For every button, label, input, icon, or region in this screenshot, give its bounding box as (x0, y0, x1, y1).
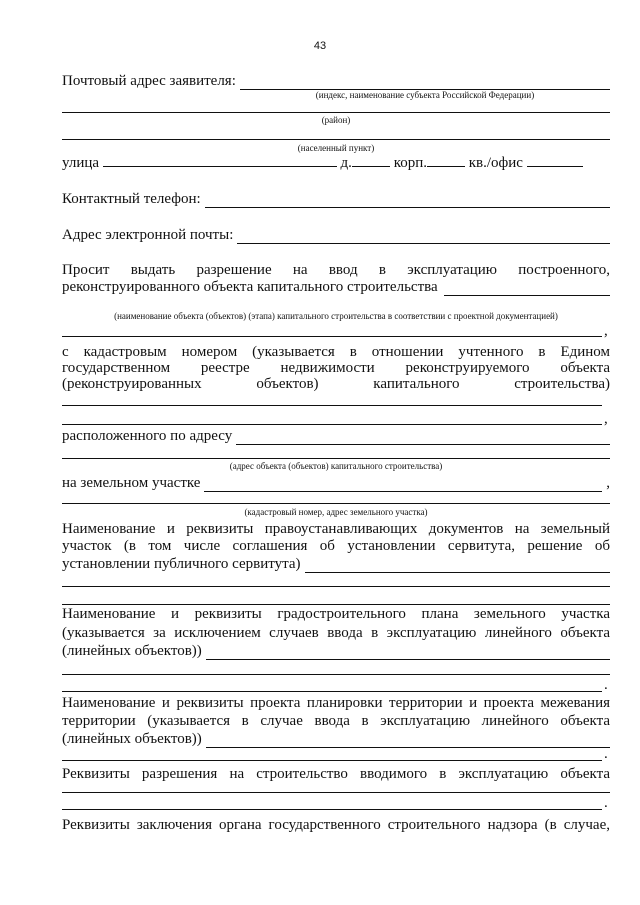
caption-land-plot: (кадастровый номер, адрес земельного участка) (244, 507, 428, 517)
planning-field[interactable] (206, 733, 610, 748)
gpzu-field-2[interactable] (62, 674, 610, 675)
caption-locality: (населенный пункт) (297, 143, 375, 153)
comma-after-land-plot: , (606, 475, 610, 491)
street-row (62, 153, 610, 172)
gpzu-line-3-text: (линейных объектов)) (62, 643, 202, 659)
house-label: д. (340, 155, 352, 171)
title-docs-line-1: Наименование и реквизиты правоустанавливающих документов на земельный (62, 521, 610, 537)
locality-field[interactable] (62, 139, 610, 140)
street-label: улица (62, 155, 100, 171)
period-after-permit: . (604, 795, 608, 811)
contact-phone-field[interactable] (205, 193, 610, 208)
title-docs-field[interactable] (305, 558, 611, 573)
apartment-label: кв./офис (468, 155, 523, 171)
caption-object-address: (адрес объекта (объектов) капитального строительства) (229, 461, 443, 471)
caption-index-region: (индекс, наименование субъекта Российской Федерации) (315, 90, 535, 100)
object-name-field-2[interactable] (62, 336, 602, 337)
located-row (62, 427, 610, 445)
postal-address-field[interactable] (240, 75, 610, 90)
planning-line-1: Наименование и реквизиты проекта планировки территории и проекта межевания (62, 695, 610, 711)
contact-phone-row (62, 190, 610, 208)
page-number: 43 (313, 40, 327, 52)
land-plot-field[interactable] (204, 477, 602, 492)
building-field[interactable] (427, 153, 465, 167)
cadastral-line-1: с кадастровым номером (указывается в отношении учтенного в Едином (62, 344, 610, 360)
land-plot-field-2[interactable] (62, 503, 610, 504)
permit-line-1: Реквизиты разрешения на строительство вводимого в эксплуатацию объекта (62, 766, 610, 782)
title-docs-line-2: участок (в том числе соглашения об установлении сервитута, решение об (62, 538, 610, 554)
postal-address-row (62, 72, 610, 90)
comma-after-object: , (604, 323, 608, 339)
apartment-field[interactable] (527, 153, 583, 167)
gpzu-field[interactable] (206, 645, 610, 660)
email-label: Адрес электронной почты: (62, 227, 234, 243)
located-address-field[interactable] (236, 430, 610, 445)
period-after-gpzu: . (604, 677, 608, 693)
email-field[interactable] (237, 229, 610, 244)
cadastral-line-2: государственном реестре недвижимости реконструируемого объекта (62, 360, 610, 376)
permit-field-1[interactable] (62, 792, 610, 793)
street-field[interactable] (103, 153, 337, 167)
cadastral-field-1[interactable] (62, 405, 602, 406)
located-address-field-2[interactable] (62, 458, 610, 459)
district-field[interactable] (62, 112, 610, 113)
request-line-2-text: реконструированного объекта капитального строительства (62, 279, 438, 295)
contact-phone-label: Контактный телефон: (62, 191, 201, 207)
postal-address-label: Почтовый адрес заявителя: (62, 73, 236, 89)
object-name-field[interactable] (444, 281, 610, 296)
comma-after-cadastral: , (604, 411, 608, 427)
supervision-line-1: Реквизиты заключения органа государственного строительного надзора (в случае, (62, 817, 610, 833)
gpzu-line-3 (62, 642, 610, 660)
title-docs-line-3 (62, 555, 610, 573)
gpzu-line-2: (указывается за исключением случаев ввода в эксплуатацию линейного объекта (62, 625, 610, 641)
land-plot-label: на земельном участке (62, 475, 201, 491)
land-plot-row (62, 474, 610, 492)
cadastral-field-2[interactable] (62, 424, 602, 425)
cadastral-line-3: (реконструированных объектов) капитального строительства) (62, 376, 610, 392)
caption-object-name: (наименование объекта (объектов) (этапа) капитального строительства в соответствии с проектной документацией) (114, 311, 558, 321)
planning-line-3 (62, 730, 610, 748)
gpzu-line-1: Наименование и реквизиты градостроительного плана земельного участка (62, 606, 610, 622)
gpzu-field-3[interactable] (62, 691, 602, 692)
planning-line-2: территории (указывается в случае ввода в эксплуатацию линейного объекта (62, 713, 610, 729)
period-after-planning: . (604, 746, 608, 762)
request-line-1: Просит выдать разрешение на ввод в эксплуатацию построенного, (62, 262, 610, 278)
caption-district: (район) (321, 115, 351, 125)
building-label: корп. (393, 155, 427, 171)
permit-field-2[interactable] (62, 809, 602, 810)
request-line-2 (62, 278, 610, 296)
planning-field-2[interactable] (62, 760, 602, 761)
title-docs-line-3-text: установлении публичного сервитута) (62, 556, 301, 572)
house-field[interactable] (352, 153, 390, 167)
title-docs-field-2[interactable] (62, 586, 610, 587)
planning-line-3-text: (линейных объектов)) (62, 731, 202, 747)
located-label: расположенного по адресу (62, 428, 233, 444)
email-row (62, 226, 610, 244)
